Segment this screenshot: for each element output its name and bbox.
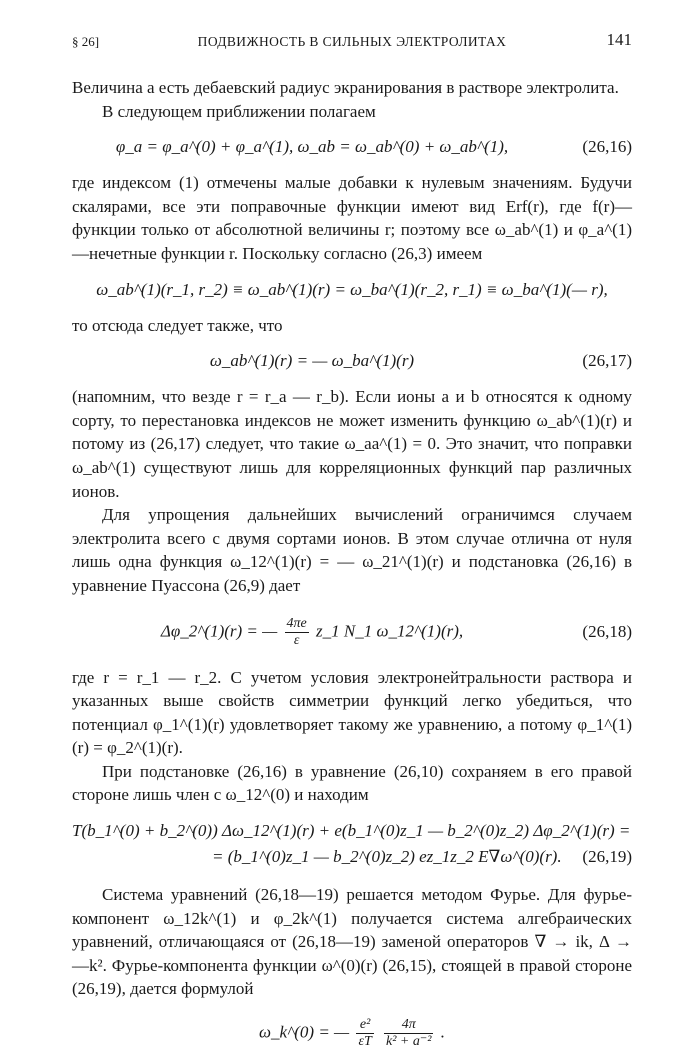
- equation-number: (26,16): [582, 137, 632, 157]
- fraction-numerator: e²: [356, 1017, 373, 1034]
- equation-expression: φ_a = φ_a^(0) + φ_a^(1), ω_ab = ω_ab^(0) + ω_ab^(1),: [115, 137, 509, 157]
- paragraph: Для упрощения дальнейших вычислений ограничимся случаем электролита всего с двумя сортами ионов. В этом случае отлична от нуля лишь одна функция ω_12^(1)(r) = — ω_21^(1)(r) и подстановка (26,16) в уравнение Пуассона (26,9) дает: [72, 505, 632, 595]
- header-title: ПОДВИЖНОСТЬ В СИЛЬНЫХ ЭЛЕКТРОЛИТАХ: [197, 34, 507, 49]
- fraction-denominator: ε: [293, 632, 300, 648]
- equation-symmetry: [72, 278, 632, 302]
- equation-expression: ω_ab^(1)(r_1, r_2) ≡ ω_ab^(1)(r) = ω_ba^(1)(r_2, r_1) ≡ ω_ba^(1)(— r),: [96, 279, 608, 299]
- paragraph: (напомним, что везде r = r_a — r_b). Если ионы a и b относятся к одному сорту, то перестановка индексов не может изменить функцию ω_ab^(1)(r) и потому из (26,17) следует, что такие ω_aa^(1) = 0. Это значит, что поправки ω_ab^(1) существуют лишь для корреляционных функций пар различных ионов.: [72, 387, 632, 501]
- paragraph: то отсюда следует также, что: [72, 315, 283, 335]
- equation-line-1: T(b_1^(0) + b_2^(0)) Δω_12^(1)(r) + e(b_1^(0)z_1 — b_2^(0)z_2) Δφ_2^(1)(r) =: [72, 821, 631, 841]
- fraction: [384, 1017, 433, 1050]
- fraction-numerator: 4πe: [286, 615, 307, 631]
- equation-number: (26,19): [582, 847, 632, 867]
- equation-fourier: [72, 1017, 632, 1061]
- paragraph: При подстановке (26,16) в уравнение (26,10) сохраняем в его правой стороне лишь член с ω_12^(0) и находим: [72, 761, 632, 805]
- fraction-numerator: 4π: [384, 1017, 433, 1034]
- book-page: [72, 30, 632, 1061]
- paragraph: где r = r_1 — r_2. С учетом условия электронейтральности раствора и указанных выше свойств симметрии функций легко убедиться, что потенциал φ_1^(1)(r) удовлетворяет такому же уравнению, а потому φ_1^(1)(r) = φ_2^(1)(r).: [72, 667, 632, 758]
- equation-number: (26,17): [582, 351, 632, 371]
- equation-rhs: z_1 N_1 ω_12^(1)(r),: [316, 620, 464, 640]
- paragraph: Величина a есть дебаевский радиус экранирования в растворе электролита.: [72, 78, 619, 97]
- equation-line-2: = (b_1^(0)z_1 — b_2^(0)z_2) ez_1z_2 E∇ω^(0)(r).: [212, 847, 562, 867]
- page-body: [72, 76, 632, 1061]
- equation-26-17: [72, 349, 632, 373]
- fraction: [356, 1017, 373, 1050]
- equation-tail: .: [440, 1022, 445, 1042]
- fraction-denominator: k² + a⁻²: [386, 1034, 432, 1050]
- equation-expression: [72, 616, 552, 649]
- equation-lhs: Δφ_2^(1)(r) = —: [160, 620, 278, 640]
- fraction: [285, 616, 309, 649]
- section-marker: § 26]: [72, 34, 100, 49]
- fraction-denominator: εT: [358, 1034, 372, 1050]
- paragraph: где индексом (1) отмечены малые добавки к нулевым значениям. Будучи скалярами, все эти поправочные функции имеют вид Erf(r), где f(r)—функции только от абсолютной величины r; поэтому все ω_ab^(1) и φ_a^(1)—нечетные функции r. Поскольку согласно (26,3) имеем: [72, 173, 632, 263]
- paragraph: Система уравнений (26,18—19) решается методом Фурье. Для фурье-компонент ω_12k^(1) и φ_2k^(1) получается система алгебраических уравнений, отличающаяся от (26,18—19) заменой операторов ∇ → ik, Δ → —k². Фурье-компонента функции ω^(0)(r) (26,15), стоящей в правой стороне (26,19), дается формулой: [72, 885, 632, 999]
- equation-lhs: ω_k^(0) = —: [259, 1022, 350, 1042]
- equation-expression: [72, 1017, 632, 1050]
- equation-26-18: [72, 610, 632, 654]
- page-number: 141: [606, 30, 632, 49]
- equation-expression: ω_ab^(1)(r) = — ω_ba^(1)(r): [209, 351, 415, 371]
- equation-26-16: [72, 135, 632, 159]
- running-header: [72, 30, 632, 56]
- equation-26-19: [72, 819, 632, 871]
- equation-number: (26,18): [582, 621, 632, 641]
- paragraph: В следующем приближении полагаем: [102, 101, 376, 121]
